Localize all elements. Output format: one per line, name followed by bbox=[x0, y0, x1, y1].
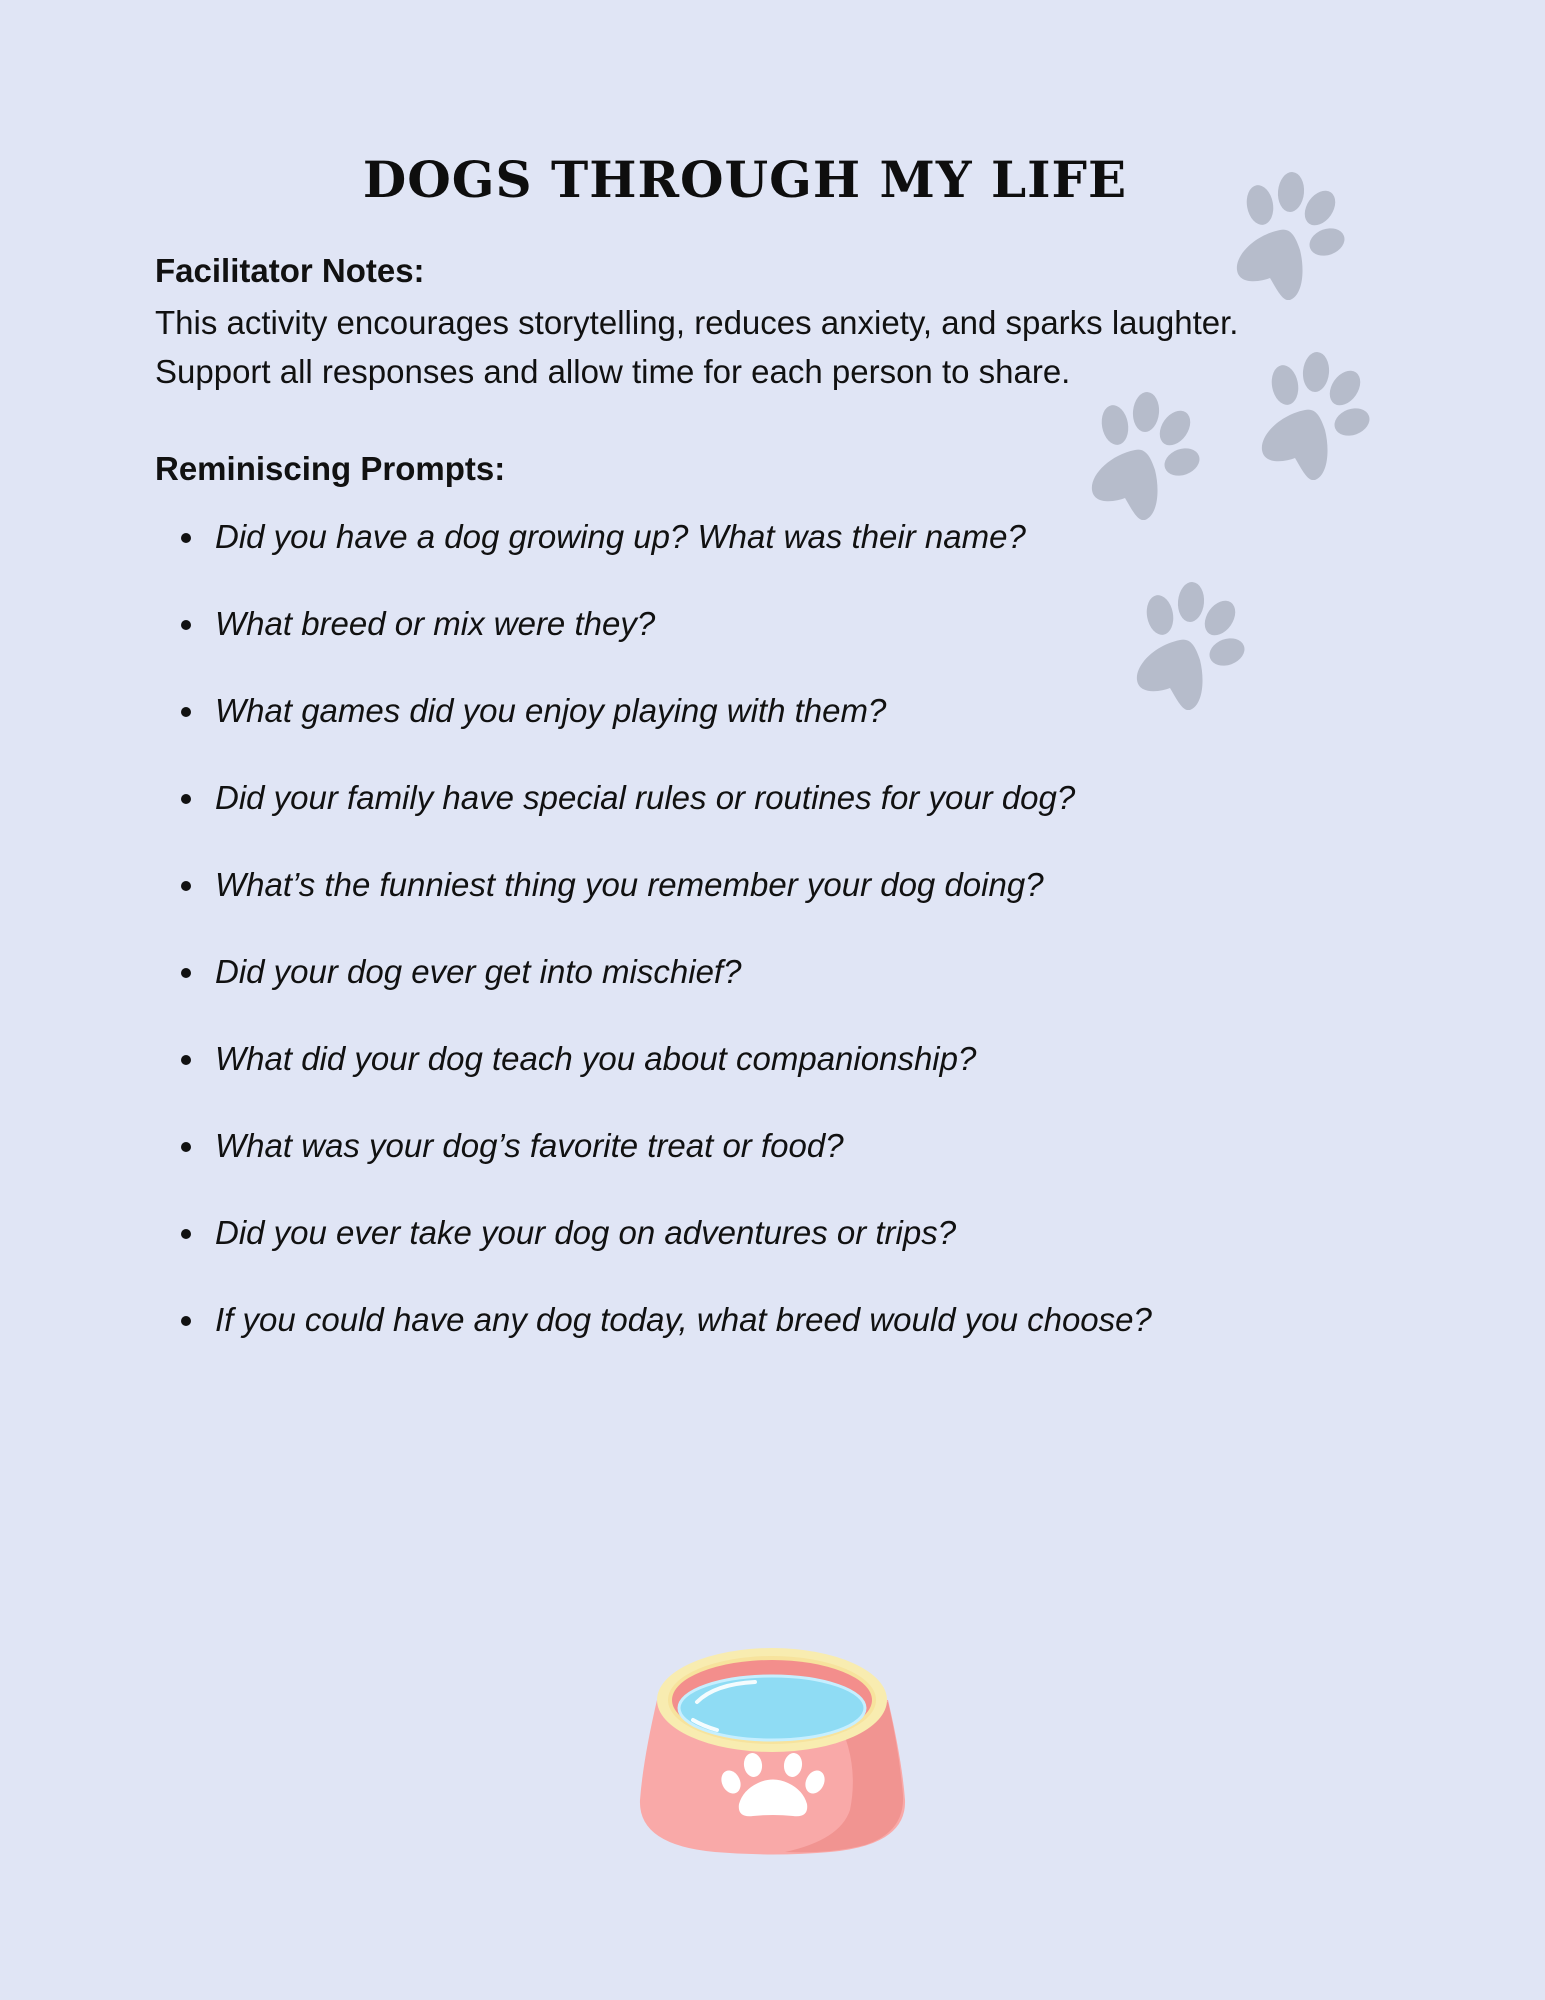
list-item bbox=[155, 853, 1152, 940]
prompt-text: What breed or mix were they? bbox=[215, 605, 656, 642]
bullet-icon bbox=[181, 1142, 191, 1152]
prompt-text: If you could have any dog today, what breed would you choose? bbox=[215, 1301, 1152, 1338]
list-item bbox=[155, 592, 1152, 679]
paw-print-icon bbox=[1225, 170, 1345, 300]
prompt-text: What’s the funniest thing you remember your dog doing? bbox=[215, 866, 1044, 903]
facilitator-notes-text bbox=[155, 298, 1355, 396]
list-item bbox=[155, 505, 1152, 592]
notes-line: This activity encourages storytelling, reduces anxiety, and sparks laughter. bbox=[155, 304, 1239, 341]
reminiscing-prompts-heading: Reminiscing Prompts: bbox=[155, 450, 506, 487]
list-item bbox=[155, 1201, 1152, 1288]
prompt-text: Did you have a dog growing up? What was their name? bbox=[215, 518, 1026, 555]
facilitator-notes-heading: Facilitator Notes: bbox=[155, 252, 425, 289]
list-item bbox=[155, 1027, 1152, 1114]
prompt-text: What was your dog’s favorite treat or food? bbox=[215, 1127, 844, 1164]
bullet-icon bbox=[181, 533, 191, 543]
list-item bbox=[155, 679, 1152, 766]
prompt-text: Did you ever take your dog on adventures or trips? bbox=[215, 1214, 957, 1251]
dog-bowl-icon bbox=[635, 1640, 910, 1855]
bullet-icon bbox=[181, 881, 191, 891]
bullet-icon bbox=[181, 794, 191, 804]
bullet-icon bbox=[181, 968, 191, 978]
list-item bbox=[155, 940, 1152, 1027]
page-title: DOGS THROUGH MY LIFE bbox=[362, 150, 1128, 209]
bullet-icon bbox=[181, 707, 191, 717]
bullet-icon bbox=[181, 1229, 191, 1239]
prompt-text: Did your family have special rules or routines for your dog? bbox=[215, 779, 1076, 816]
bullet-icon bbox=[181, 1316, 191, 1326]
list-item bbox=[155, 1114, 1152, 1201]
list-item bbox=[155, 1288, 1152, 1375]
prompt-text: What games did you enjoy playing with them? bbox=[215, 692, 887, 729]
prompts-list bbox=[155, 505, 1152, 1375]
prompt-text: What did your dog teach you about companionship? bbox=[215, 1040, 977, 1077]
notes-line: Support all responses and allow time for each person to share. bbox=[155, 353, 1071, 390]
bullet-icon bbox=[181, 620, 191, 630]
bullet-icon bbox=[181, 1055, 191, 1065]
paw-print-icon bbox=[1080, 390, 1200, 520]
list-item bbox=[155, 766, 1152, 853]
prompt-text: Did your dog ever get into mischief? bbox=[215, 953, 742, 990]
